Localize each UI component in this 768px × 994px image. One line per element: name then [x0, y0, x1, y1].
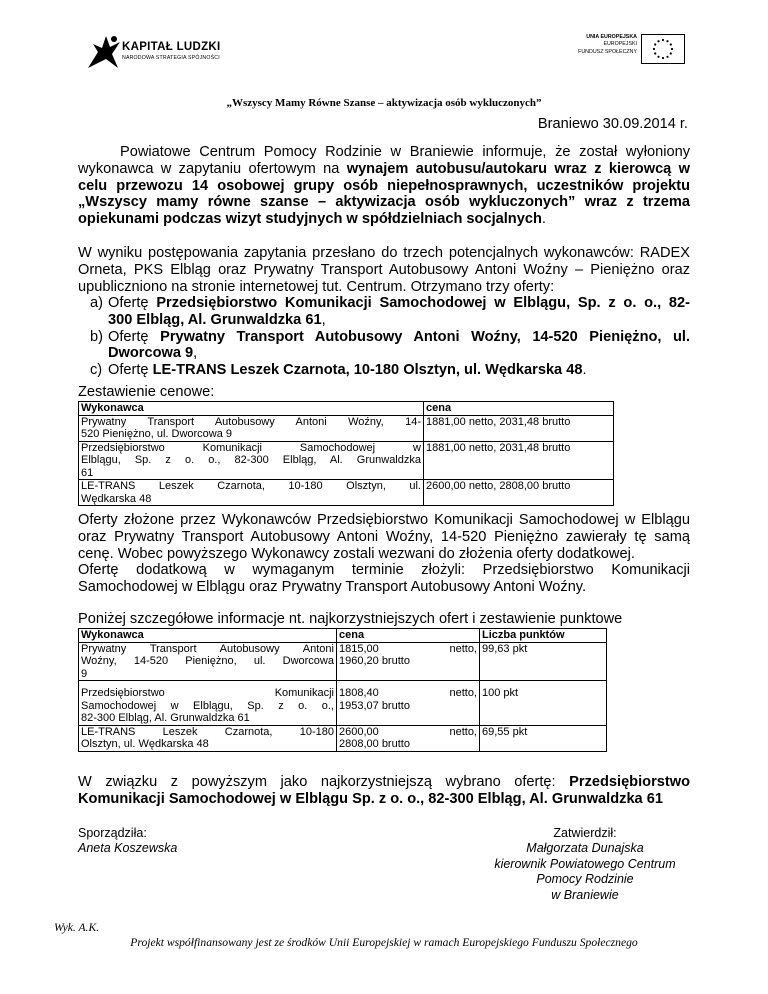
result-line-2: Orneta, PKS Elbląg oraz Prywatny Transport Autobusowy Antoni Woźny – Pieniężno oraz — [78, 261, 690, 278]
additional-line-4: Ofertę dodatkową w wymaganym terminie złożyli: Przedsiębiorstwo Komunikacji — [78, 562, 690, 579]
offer-b-line-1 — [108, 329, 690, 346]
offer-a-pre: Ofertę — [108, 295, 157, 311]
additional-paragraph — [78, 512, 690, 596]
price-summary-heading: Zestawienie cenowe: — [78, 384, 215, 400]
net-line — [339, 726, 477, 739]
table-row — [79, 441, 614, 480]
eu-line-3: FUNDUSZ SPOŁECZNY — [578, 48, 637, 55]
offer-b-bold-2: Dworcowa 9 — [108, 345, 194, 362]
intro-line-1: Powiatowe Centrum Pomocy Rodzinie w Braniewie informuje, że został wyłoniony — [120, 144, 690, 160]
intro-line-4 — [78, 194, 690, 211]
gross-value: 1953,07 brutto — [339, 699, 410, 712]
author-initials: Wyk. A.K. — [54, 921, 100, 934]
eu-logo-text — [573, 34, 637, 56]
table-header-row — [79, 402, 614, 416]
cell-line: Prywatny Transport Autobusowy Antoni Woźny, 14- — [81, 415, 421, 428]
cell-line: Przedsiębiorstwo Komunikacji — [81, 687, 334, 699]
intro-line-5-end: . — [541, 211, 546, 228]
offer-c-line-1 — [108, 362, 690, 379]
cell-line: 9 — [81, 667, 88, 680]
net-value: 1808,40 — [339, 687, 379, 699]
offer-c-pre: Ofertę — [108, 362, 153, 379]
intro-line-5 — [78, 211, 690, 228]
points-cell: 69,55 pkt — [480, 725, 607, 751]
eu-logo — [573, 34, 685, 66]
cell-line: Olsztyn, ul. Wędkarska 48 — [81, 738, 209, 750]
kapital-ludzki-mark-icon — [84, 32, 124, 72]
points-cell: 99,63 pkt — [480, 642, 607, 681]
price-cell: 1881,00 netto, 2031,48 brutto — [424, 441, 614, 480]
intro-line-2 — [78, 161, 690, 178]
table-header-row — [79, 629, 607, 643]
eu-flag-icon — [641, 34, 685, 64]
table-row — [79, 642, 607, 681]
cell-line: 61 — [81, 466, 94, 479]
approved-role-2: Pomocy Rodzinie — [536, 872, 634, 887]
gross-value: 1960,20 brutto — [339, 655, 410, 667]
eu-line-1: UNIA EUROPEJSKA — [586, 34, 637, 40]
conclusion-paragraph — [78, 774, 690, 808]
offer-c-end: . — [582, 362, 587, 379]
approved-name: Małgorzata Dunajska — [526, 841, 644, 856]
offer-a-end: , — [321, 311, 326, 328]
offer-item-c — [90, 362, 690, 379]
offer-item-b — [90, 329, 690, 363]
funding-footer: Projekt współfinansowany jest ze środków Unii Europejskiej w ramach Europejskiego Funduszu Społecznego — [130, 936, 638, 949]
offer-b-end: , — [193, 345, 198, 362]
cell-line: Przedsiębiorstwo Komunikacji Samochodowej w — [81, 441, 421, 454]
net-line — [339, 643, 477, 656]
approved-role-1: kierownik Powiatowego Centrum — [494, 856, 676, 871]
offer-a-line-1 — [108, 295, 690, 312]
intro-line-3 — [78, 178, 690, 195]
conclusion-line-1 — [78, 774, 690, 791]
result-paragraph — [78, 245, 690, 295]
conclusion-line-2 — [78, 791, 690, 808]
price-cell — [337, 642, 480, 681]
offer-b-label: b) — [90, 328, 103, 345]
kapital-ludzki-subtitle: NARODOWA STRATEGIA SPÓJNOŚCI — [122, 55, 220, 61]
col-contractor-header: Wykonawca — [79, 402, 424, 416]
additional-line-2: oraz Prywatny Transport Autobusowy Antoni Woźny, 14-520 Pieniężno zawierały tę samą — [78, 528, 690, 545]
price-cell: 1881,00 netto, 2031,48 brutto — [424, 415, 614, 441]
approved-label: Zatwierdził: — [553, 826, 617, 840]
kapital-ludzki-logo — [84, 32, 234, 72]
offer-item-a — [90, 295, 690, 329]
price-cell: 2600,00 netto, 2808,00 brutto — [424, 480, 614, 506]
intro-line-5-bold: opiekunami podczas wizyt studyjnych w spółdzielniach socjalnych — [78, 211, 542, 228]
cell-line: Samochodowej w Elblągu, Sp. z o. o., — [81, 699, 334, 712]
cell-line: LE-TRANS Leszek Czarnota, 10-180 — [81, 725, 334, 738]
offer-c-label: c) — [90, 362, 103, 379]
offer-c-bold: LE-TRANS Leszek Czarnota, 10-180 Olsztyn, ul. Wędkarska 48 — [152, 362, 583, 379]
detail-table — [78, 628, 607, 752]
conclusion-text: W związku z powyższym jako najkorzystniejszą wybrano ofertę: — [78, 774, 570, 790]
cell-line: LE-TRANS Leszek Czarnota, 10-180 Olsztyn, ul. — [81, 480, 421, 492]
contractor-cell — [79, 725, 337, 751]
table-row — [79, 725, 607, 751]
additional-line-1: Oferty złożone przez Wykonawców Przedsiębiorstwo Komunikacji Samochodowej w Elblągu — [78, 512, 690, 528]
intro-paragraph — [78, 144, 690, 228]
detail-heading: Poniżej szczegółowe informacje nt. najkorzystniejszych ofert i zestawienie punktowe — [78, 611, 623, 627]
net-value: 2600,00 — [339, 725, 379, 738]
conclusion-bold-2: Komunikacji Samochodowej w Elblągu Sp. z o. o., 82-300 Elbląg, Al. Grunwaldzka 61 — [78, 790, 663, 807]
offer-b-bold-1: Prywatny Transport Autobusowy Antoni Woźny, 14-520 Pieniężno, ul. — [160, 328, 691, 345]
col-contractor-header: Wykonawca — [79, 629, 337, 643]
net-label: netto, — [449, 687, 477, 699]
intro-line-3-bold: celu przewozu 14 osobowej grupy osób niepełnosprawnych, uczestników projektu — [78, 177, 690, 194]
project-motto: „Wszyscy Mamy Równe Szanse – aktywizacja osób wykluczonych” — [226, 97, 542, 109]
cell-line: 82-300 Elbląg, Al. Grunwaldzka 61 — [81, 712, 250, 724]
approved-role-3: w Braniewie — [551, 887, 619, 902]
intro-line-4-bold: „Wszyscy mamy równe szanse – aktywizacja osób wykluczonych” wraz z trzema — [78, 194, 690, 211]
offer-a-label: a) — [90, 295, 103, 311]
net-label: netto, — [449, 725, 477, 738]
offer-a-line-2 — [108, 312, 690, 329]
cell-line: Woźny, 14-520 Pieniężno, ul. Dworcowa — [81, 655, 334, 667]
net-line — [339, 687, 477, 700]
prepared-label: Sporządziła: — [78, 826, 147, 840]
price-cell — [337, 725, 480, 751]
approved-by-block — [460, 826, 710, 903]
document-date: Braniewo 30.09.2014 r. — [537, 116, 688, 132]
offer-b-line-2 — [108, 345, 690, 362]
offer-a-bold-2: 300 Elbląg, Al. Grunwaldzka 61 — [108, 311, 322, 328]
intro-line-2-text: wykonawca w zapytaniu ofertowym na — [78, 160, 347, 177]
net-value: 1815,00 — [339, 642, 379, 655]
additional-line-3: cenę. Wobec powyższego Wykonawcy zostali wezwani do złożenia oferty dodatkowej. — [78, 545, 635, 562]
intro-line-2-bold: wynajem autobusu/autokaru wraz z kierowcą w — [346, 160, 690, 177]
points-cell: 100 pkt — [480, 681, 607, 726]
prepared-by-block — [78, 826, 177, 857]
table-row — [79, 415, 614, 441]
prepared-name: Aneta Koszewska — [78, 841, 178, 856]
cell-line: Prywatny Transport Autobusowy Antoni — [81, 642, 334, 655]
conclusion-bold-1: Przedsiębiorstwo — [569, 774, 690, 790]
cell-line: Wędkarska 48 — [81, 492, 152, 505]
result-line-3: upubliczniono na stronie internetowej tut. Centrum. Otrzymano trzy oferty: — [78, 278, 555, 295]
contractor-cell — [79, 441, 424, 480]
cell-line: Elblągu, Sp. z o. o., 82-300 Elbląg, Al. Grunwaldzka — [81, 454, 421, 466]
eu-line-2: EUROPEJSKI — [603, 41, 637, 48]
contractor-cell — [79, 681, 337, 726]
contractor-cell — [79, 480, 424, 506]
table-row — [79, 480, 614, 506]
offers-list — [90, 295, 690, 379]
price-cell — [337, 681, 480, 726]
col-price-header: cena — [424, 402, 614, 416]
offer-a-bold-1: Przedsiębiorstwo Komunikacji Samochodowej w Elblągu, Sp. z o. o., 82- — [156, 295, 691, 311]
contractor-cell — [79, 415, 424, 441]
offer-b-pre: Ofertę — [108, 328, 161, 345]
table-row — [79, 681, 607, 726]
price-summary-table — [78, 401, 614, 506]
cell-line: 520 Pieniężno, ul. Dworcowa 9 — [81, 428, 233, 440]
contractor-cell — [79, 642, 337, 681]
gross-value: 2808,00 brutto — [339, 738, 410, 750]
result-line-1: W wyniku postępowania zapytania przesłano do trzech potencjalnych wykonawców: RADEX — [78, 245, 690, 261]
net-label: netto, — [449, 642, 477, 655]
col-price-header: cena — [337, 629, 480, 643]
kapital-ludzki-title: KAPITAŁ LUDZKI — [122, 41, 221, 53]
col-points-header: Liczba punktów — [480, 629, 607, 643]
additional-line-5: Samochodowej w Elblągu oraz Prywatny Transport Autobusowy Antoni Woźny. — [78, 579, 587, 596]
